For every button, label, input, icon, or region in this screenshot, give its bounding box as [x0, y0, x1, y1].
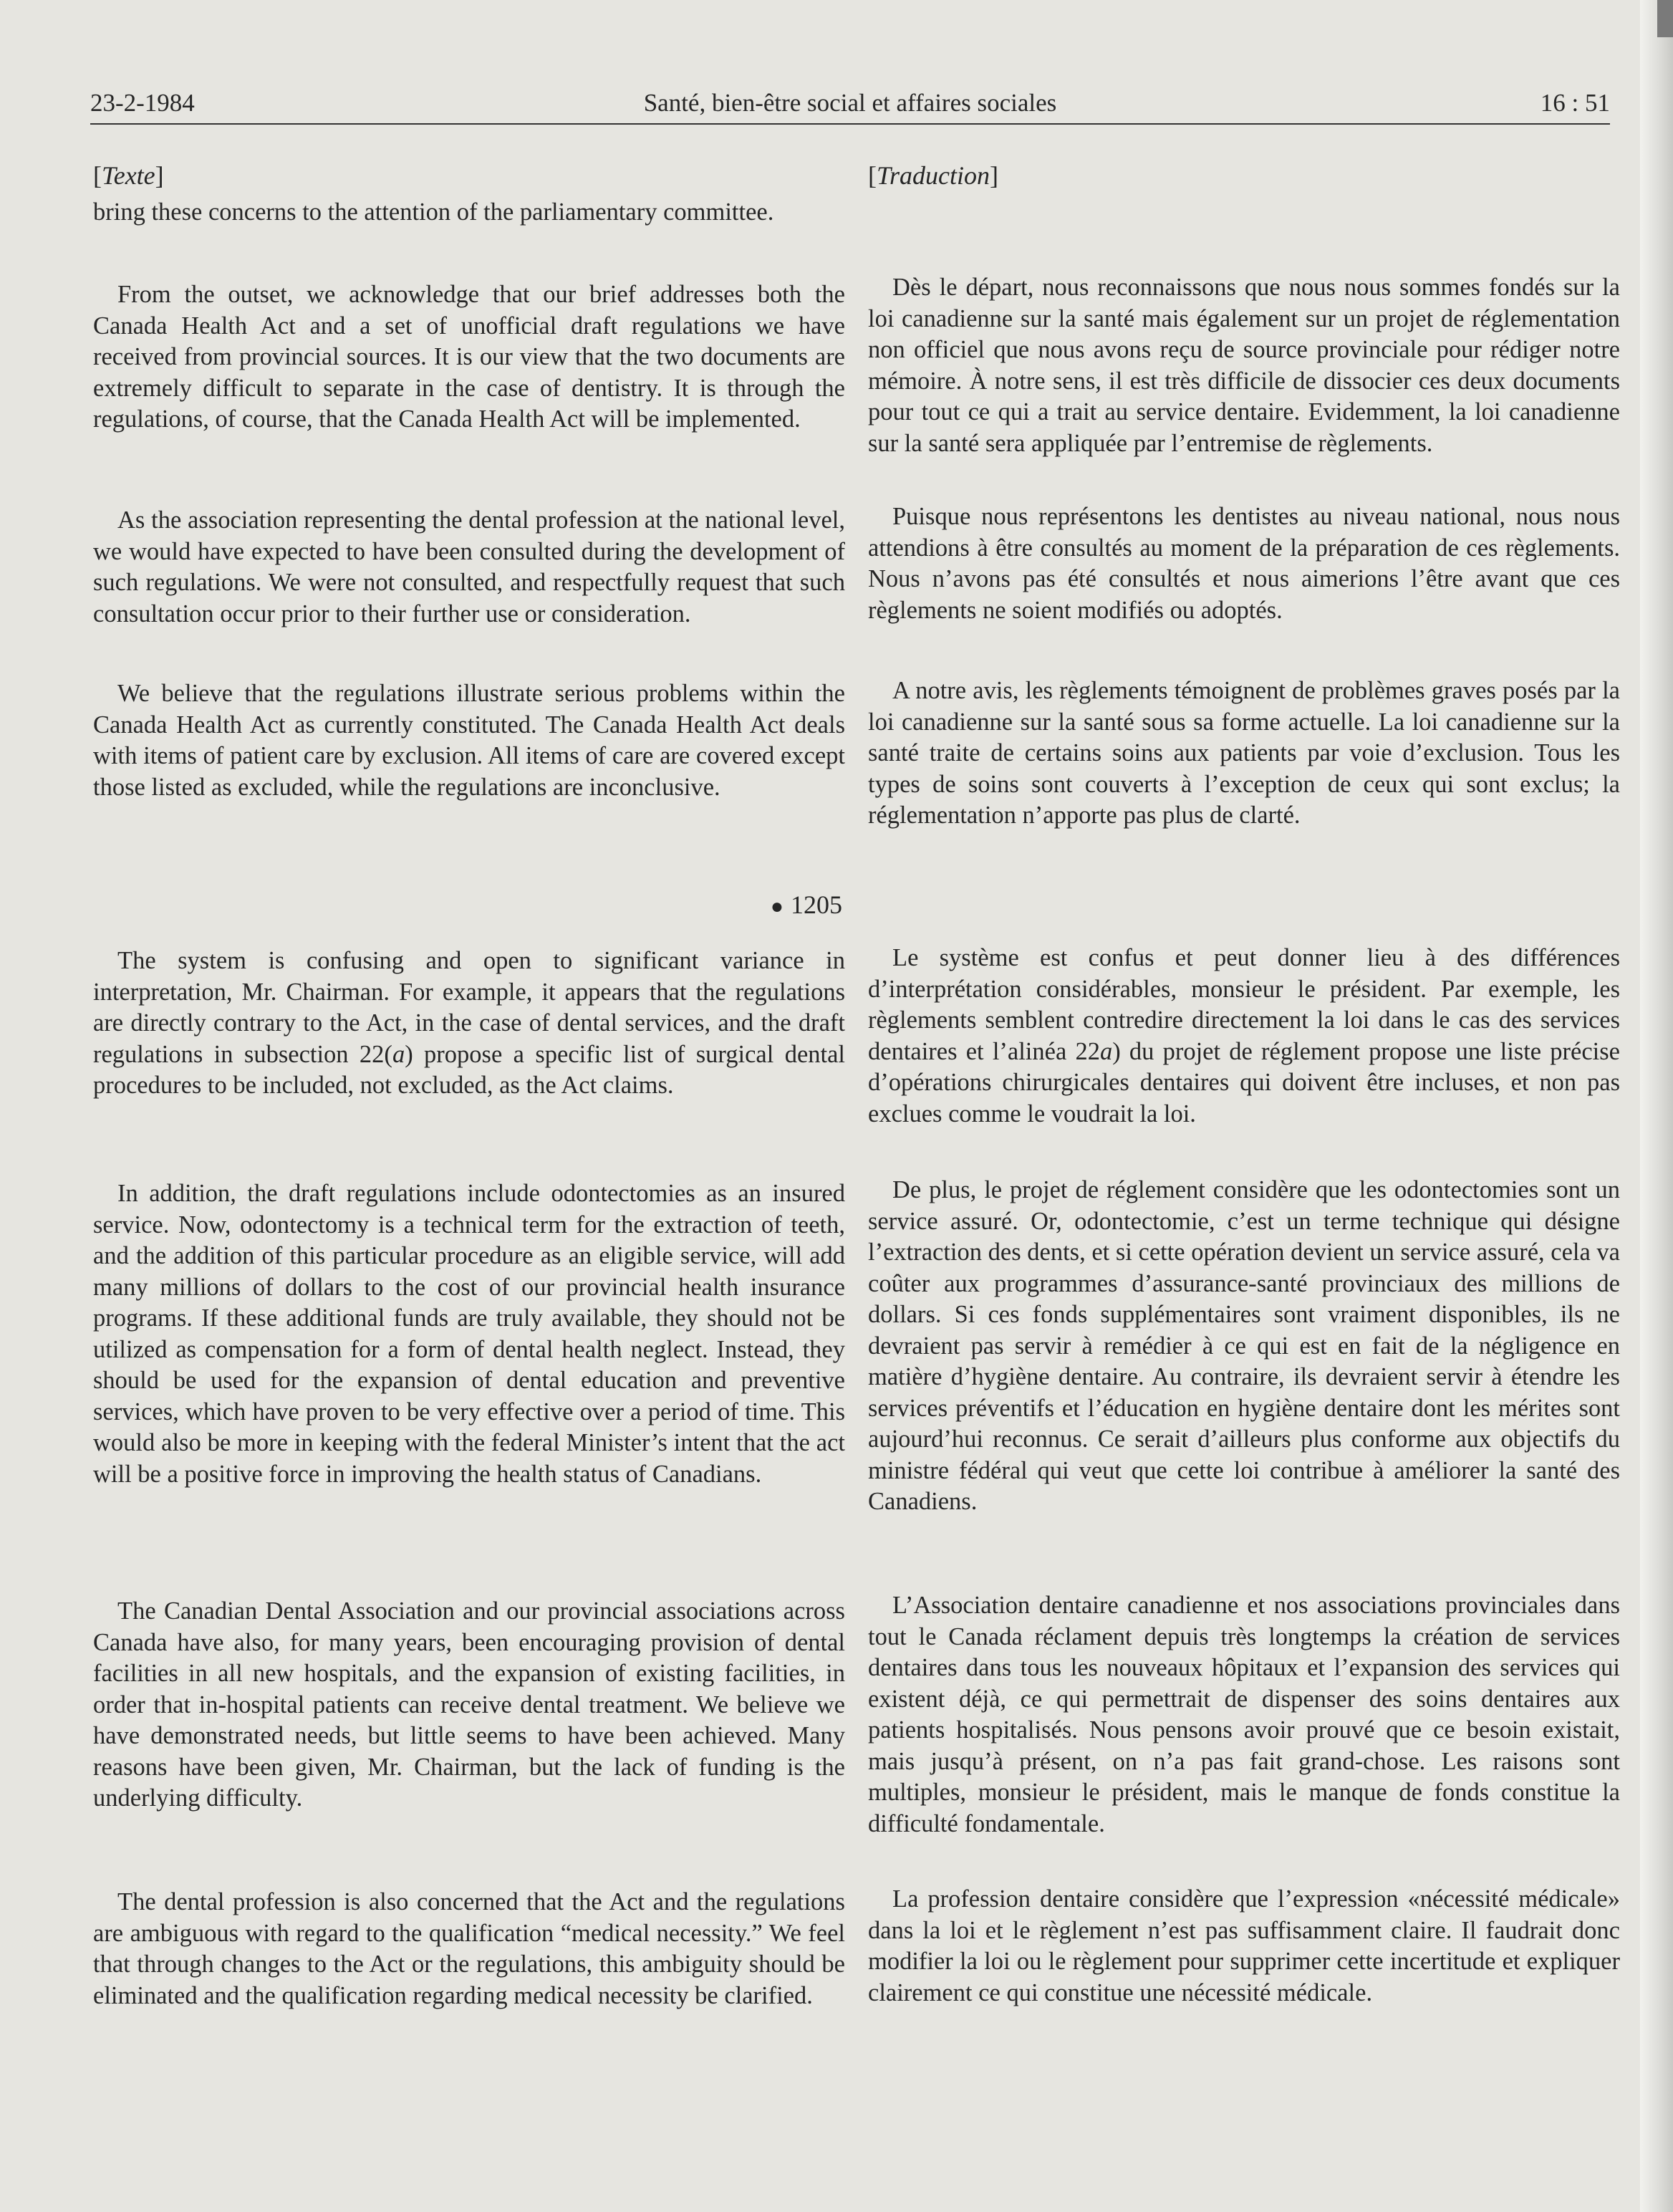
- paragraph: La profession dentaire considère que l’expression «nécessité médicale» dans la loi et le règlement n’est pas suffisamment claire. Il faudrait donc modifier la loi ou le règlement pour supprimer cette incertitude et expliquer clairement ce qui constitue une nécessité médicale.: [868, 1885, 1620, 2006]
- paragraph-continuation: bring these concerns to the attention of the parliamentary committee.: [93, 198, 774, 226]
- header-rule: [90, 123, 1610, 125]
- paragraph: De plus, le projet de réglement considère que les odontectomies sont un service assuré. Or, odontectomie, c’est un terme technique qui désigne l’extraction des dents, et si cette opération devient un service assuré, cela va coûter aux programmes d’assurance-santé provinciaux des millions de dollars. Si ces fonds supplémentaires sont vraiment disponibles, ils ne devraient pas servir à remédier à ce qui est en fait de la négligence en matière d’hygiène dentaire. Au contraire, ils devraient servir à étendre les services préventifs et l’éducation en hygiène dentaire dont les mérites sont aujourd’hui reconnus. Ce serait d’ailleurs plus conforme aux objectifs du ministre fédéral qui veut que cette loi contribue à améliorer la santé des Canadiens.: [868, 1176, 1620, 1515]
- header-page-number: 16 : 51: [1540, 89, 1610, 117]
- paragraph: Puisque nous représentons les dentistes au niveau national, nous nous attendions à être consultés au moment de la préparation de ces règlements. Nous n’avons pas été consultés et nous aimerions l’être avant que ces règlements ne soient modifiés ou adoptés.: [868, 503, 1620, 624]
- paragraph: The system is confusing and open to significant variance in interpretation, Mr. Chairman. For example, it appears that the regulations are directly contrary to the Act, in the case of dental services, and the draft regulations in subsection 22(a) propose a specific list of surgical dental procedures to be included, not excluded, as the Act claims.: [93, 947, 845, 1099]
- paragraph: The dental profession is also concerned that the Act and the regulations are ambiguous with regard to the qualification “medical necessity.” We feel that through changes to the Act or the regulations, this ambiguity should be eliminated and the qualification regarding medical necessity be clarified.: [93, 1888, 845, 2009]
- running-header: [90, 85, 1610, 122]
- page-edge: [1640, 0, 1673, 2212]
- paragraph: As the association representing the dental profession at the national level, we would have expected to have been consulted during the development of such regulations. We were not consulted, and respectfully request that such consultation occur prior to their further use or consideration.: [93, 506, 845, 627]
- edge-tab: [1657, 0, 1673, 37]
- time-marker: ● 1205: [770, 890, 842, 919]
- paragraph: From the outset, we acknowledge that our brief addresses both the Canada Health Act and a set of unofficial draft regulations we have received from provincial sources. It is our view that the two documents are extremely difficult to separate in the case of dentistry. It is through the regulations, of course, that the Canada Health Act will be implemented.: [93, 281, 845, 433]
- paragraph: The Canadian Dental Association and our provincial associations across Canada have also, for many years, been encouraging provision of dental facilities in all new hospitals, and the expansion of existing facilities, in order that in-hospital patients can receive dental treatment. We believe we have demonstrated needs, but little seems to have been achieved. Many reasons have been given, Mr. Chairman, but the lack of funding is the underlying difficulty.: [93, 1597, 845, 1812]
- paragraph: Dès le départ, nous reconnaissons que nous nous sommes fondés sur la loi canadienne sur la santé mais également sur un projet de réglementation non officiel que nous avons reçu de source provinciale pour rédiger notre mémoire. À notre sens, il est très difficile de dissocier ces deux documents pour tout ce qui a trait au service dentaire. Evidemment, la loi canadienne sur la santé sera appliquée par l’entremise de règlements.: [868, 274, 1620, 457]
- paragraph: L’Association dentaire canadienne et nos associations provinciales dans tout le Canada réclament depuis très longtemps la création de services dentaires dans tous les nouveaux hôpitaux et l’expansion des services qui existent déjà, ce qui permettrait de dispenser des soins dentaires aux patients hospitalisés. Nous pensons avoir prouvé que ce besoin existait, mais jusqu’à présent, on n’a pas fait grand-chose. Les raisons sont multiples, monsieur le président, mais le manque de fonds constitue la difficulté fondamentale.: [868, 1592, 1620, 1837]
- header-date: 23-2-1984: [90, 89, 195, 117]
- paragraph: A notre avis, les règlements témoignent de problèmes graves posés par la loi canadienne sur la santé sous sa forme actuelle. La loi canadienne sur la santé traite de certains soins aux patients par voie d’exclusion. Tous les types de soins sont couverts à l’exception de ceux qui sont exclus; la réglementation n’apporte pas plus de clarté.: [868, 677, 1620, 829]
- column-label-traduction: [Traduction]: [868, 161, 999, 190]
- bullet-icon: ●: [770, 895, 784, 918]
- paragraph: Le système est confus et peut donner lieu à des différences d’interprétation considérables, monsieur le président. Par exemple, les règlements semblent contredire directement la loi dans le cas des services dentaires et l’alinéa 22a) du projet de réglement propose une liste précise d’opérations chirurgicales dentaires qui doivent être incluses, et non pas exclues comme le voudrait la loi.: [868, 944, 1620, 1127]
- paragraph: We believe that the regulations illustrate serious problems within the Canada Health Act as currently constituted. The Canada Health Act deals with items of patient care by exclusion. All items of care are covered except those listed as excluded, while the regulations are inconclusive.: [93, 680, 845, 801]
- header-title: Santé, bien-être social et affaires sociales: [643, 89, 1057, 117]
- paragraph: In addition, the draft regulations include odontectomies as an insured service. Now, odontectomy is a technical term for the extraction of teeth, and the addition of this particular procedure as an eligible service, will add many millions of dollars to the cost of our provincial health insurance programs. If these additional funds are truly available, they should not be utilized as compensation for a form of dental health neglect. Instead, they should be used for the expansion of dental education and preventive services, which have proven to be very effective over a period of time. This would also be more in keeping with the federal Minister’s intent that the act will be a positive force in improving the health status of Canadians.: [93, 1180, 845, 1488]
- column-label-texte: [Texte]: [93, 161, 164, 190]
